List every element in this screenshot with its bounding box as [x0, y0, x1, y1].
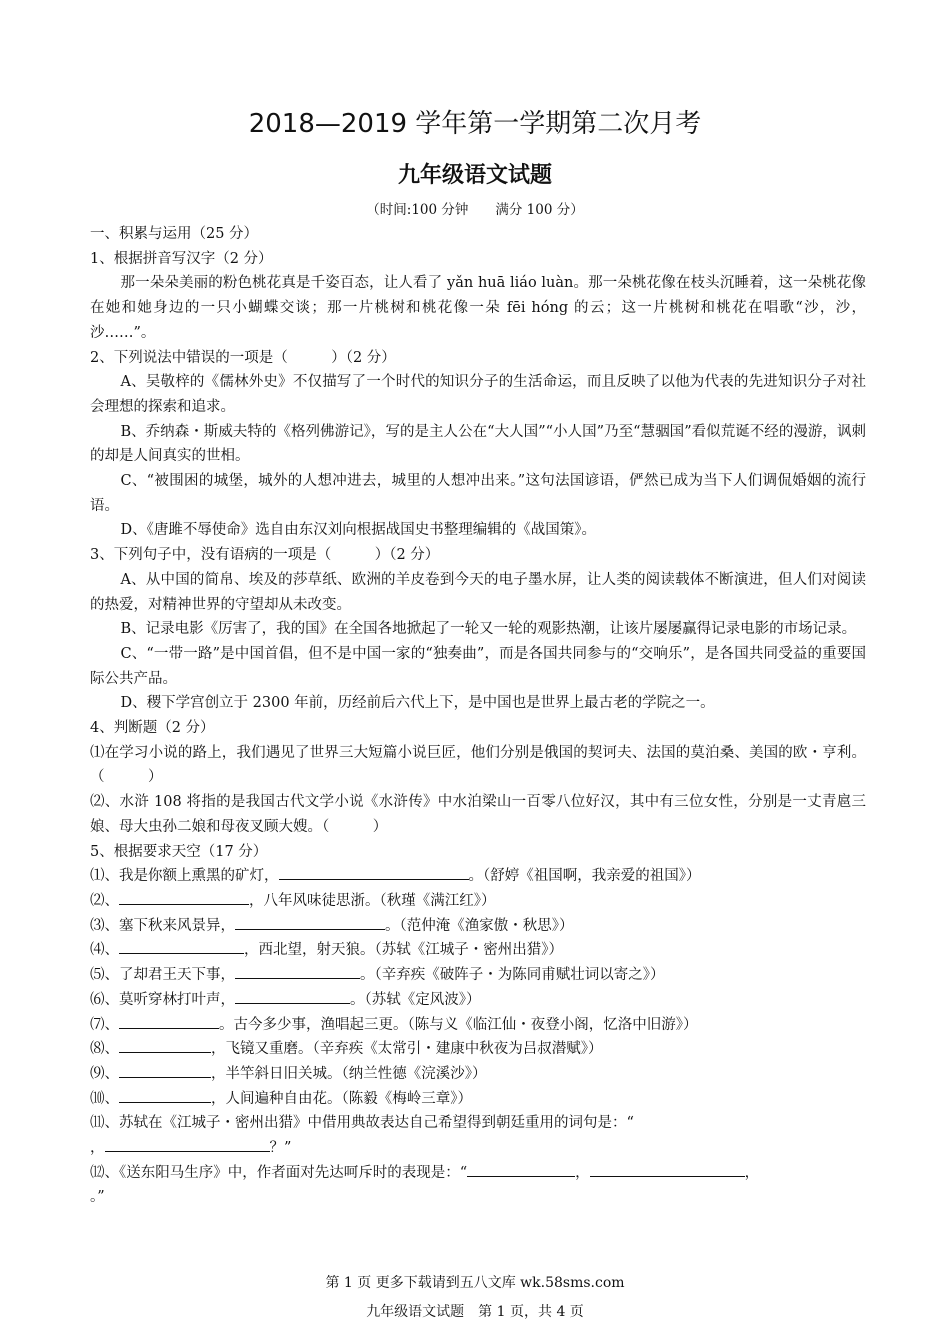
answer-blank[interactable]	[590, 1161, 745, 1177]
q5-item-10-pre: ⑽、	[90, 1090, 119, 1107]
q5-item-11	[90, 1111, 866, 1136]
q3-option-c: C、“一带一路”是中国首倡，但不是中国一家的“独奏曲”，而是各国共同参与的“交响乐”，是各国共同受益的重要国际公共产品。	[90, 645, 866, 687]
answer-blank[interactable]	[119, 1087, 211, 1103]
q1-text: 那一朵朵美丽的粉色桃花真是千姿百态，让人看了 yǎn huā liáo luàn。那一朵桃花像在枝头沉睡着，这一朵桃花像在她和她身边的一只小蝴蝶交谈；那一片桃树和桃花像一朵 fēi hóng 的云；这一片桃树和桃花在唱歌“沙，沙，沙……”。	[90, 275, 866, 341]
q5-item-11-cont-pre: ，	[90, 1140, 105, 1157]
q5-item-4	[90, 938, 866, 963]
q2-option-c: C、“被围困的城堡，城外的人想冲进去，城里的人想冲出来。”这句法国谚语，俨然已成为当下人们调侃婚姻的流行语。	[90, 473, 866, 514]
q2-option-b: B、乔纳森・斯威夫特的《格列佛游记》，写的是主人公在“大人国”“小人国”乃至“慧骃国”看似荒诞不经的漫游，讽刺的却是人间真实的世相。	[90, 423, 866, 465]
q5-item-7-post: 。古今多少事，渔唱起三更。（陈与义《临江仙・夜登小阁，忆洛中旧游》）	[219, 1016, 698, 1033]
exam-body	[90, 222, 866, 1210]
q2-option-a: A、吴敬梓的《儒林外史》不仅描写了一个时代的知识分子的生活命运，而且反映了以他为代表的先进知识分子对社会理想的探索和追求。	[90, 374, 866, 415]
q5-item-4-pre: ⑷、	[90, 942, 119, 959]
q5-item-12-cont: 。”	[90, 1189, 105, 1206]
answer-blank[interactable]	[235, 914, 385, 930]
q5-item-2	[90, 889, 866, 914]
q5-item-5-post: 。（辛弃疾《破阵子・为陈同甫赋壮词以寄之》）	[360, 967, 665, 984]
q4-item-2: ⑵、水浒 108 将指的是我国古代文学小说《水浒传》中水泊梁山一百零八位好汉，其中有三位女性，分别是一丈青扈三娘、母大虫孙二娘和母夜叉顾大嫂。（ ）	[90, 794, 866, 835]
q5-item-4-post: ，西北望，射天狼。（苏轼《江城子・密州出猎》）	[244, 942, 563, 959]
answer-blank[interactable]	[119, 1062, 211, 1078]
exam-info: （时间:100 分钟 满分 100 分）	[366, 202, 584, 218]
q5-item-12	[90, 1161, 866, 1186]
q5-item-12-mid: ，	[575, 1164, 590, 1181]
q5-item-9-pre: ⑼、	[90, 1065, 119, 1082]
footer-page-number: 九年级语文试题 第 1 页，共 4 页	[366, 1304, 584, 1320]
q2-title: 2、下列说法中错误的一项是（ ）（2 分）	[90, 349, 396, 366]
q5-item-8-pre: ⑻、	[90, 1041, 119, 1058]
answer-blank[interactable]	[279, 864, 469, 880]
answer-blank[interactable]	[119, 938, 244, 954]
answer-blank[interactable]	[467, 1161, 575, 1177]
q3-option-b: B、记录电影《厉害了，我的国》在全国各地掀起了一轮又一轮的观影热潮，让该片屡屡赢得记录电影的市场记录。	[120, 621, 857, 638]
q5-item-6-post: 。（苏轼《定风波》）	[350, 991, 481, 1008]
q5-item-3	[90, 914, 866, 939]
q3-title: 3、下列句子中，没有语病的一项是（ ）（2 分）	[90, 547, 440, 564]
footer-download-note: 第 1 页 更多下载请到五八文库 wk.58sms.com	[325, 1275, 625, 1291]
q5-item-11-text: ⑾、苏轼在《江城子・密州出猎》中借用典故表达自己希望得到朝廷重用的词句是：“	[90, 1115, 634, 1132]
q5-item-12-end: ，	[744, 1164, 760, 1181]
answer-blank[interactable]	[119, 889, 249, 905]
q1-title: 1、根据拼音写汉字（2 分）	[90, 250, 273, 267]
answer-blank[interactable]	[235, 988, 350, 1004]
q5-title: 5、根据要求天空（17 分）	[90, 843, 268, 860]
q3-option-a: A、从中国的简帛、埃及的莎草纸、欧洲的羊皮卷到今天的电子墨水屏，让人类的阅读载体不断演进，但人们对阅读的热爱，对精神世界的守望却从未改变。	[90, 571, 866, 613]
q5-item-10	[90, 1087, 866, 1112]
q5-item-9	[90, 1062, 866, 1087]
q5-item-1-post: 。（舒婷《祖国啊，我亲爱的祖国》）	[468, 868, 701, 885]
q5-item-1	[90, 864, 866, 889]
q5-item-2-post: ，八年风味徒思浙。（秋瑾《满江红》）	[249, 892, 496, 909]
section-title: 一、积累与运用（25 分）	[90, 226, 259, 242]
exam-subtitle: 九年级语文试题	[397, 163, 552, 188]
q5-item-11-cont	[90, 1136, 866, 1161]
answer-blank[interactable]	[105, 1136, 270, 1152]
q5-item-8	[90, 1037, 866, 1062]
q5-item-7-pre: ⑺、	[90, 1016, 119, 1033]
answer-blank[interactable]	[235, 963, 360, 979]
q5-item-5	[90, 963, 866, 988]
answer-blank[interactable]	[119, 1013, 219, 1029]
q5-item-6	[90, 988, 866, 1013]
answer-blank[interactable]	[119, 1037, 211, 1053]
q5-item-7	[90, 1013, 866, 1038]
q5-item-2-pre: ⑵、	[90, 892, 119, 909]
q5-item-12-text: ⑿、《送东阳马生序》中，作者面对先达呵斥时的表现是：“	[90, 1164, 468, 1181]
q3-option-d: D、稷下学宫创立于 2300 年前，历经前后六代上下，是中国也是世界上最古老的学院之一。	[120, 695, 715, 712]
q5-item-3-post: 。（范仲淹《渔家傲・秋思》）	[385, 917, 574, 934]
q4-title: 4、判断题（2 分）	[90, 720, 215, 737]
q4-item-1: ⑴在学习小说的路上，我们遇见了世界三大短篇小说巨匠，他们分别是俄国的契诃夫、法国的莫泊桑、美国的欧・亨利。（ ）	[90, 744, 866, 786]
exam-title: 2018—2019 学年第一学期第二次月考	[248, 109, 702, 139]
q5-item-6-pre: ⑹、莫听穿林打叶声，	[90, 991, 235, 1008]
q5-item-8-post: ，飞镜又重磨。（辛弃疾《太常引・建康中秋夜为吕叔潜赋》）	[211, 1041, 603, 1058]
q5-item-3-pre: ⑶、塞下秋来风景异，	[90, 917, 235, 934]
q5-item-10-post: ，人间遍种自由花。（陈毅《梅岭三章》）	[211, 1090, 472, 1107]
q5-item-11-cont-post: ？”	[269, 1140, 292, 1157]
q2-option-d: D、《唐雎不辱使命》选自由东汉刘向根据战国史书整理编辑的《战国策》。	[120, 522, 597, 539]
q5-item-9-post: ，半竿斜日旧关城。（纳兰性德《浣溪沙》）	[211, 1065, 487, 1082]
q5-item-5-pre: ⑸、了却君王天下事，	[90, 967, 235, 984]
q5-item-1-pre: ⑴、我是你额上熏黑的矿灯，	[90, 868, 279, 885]
